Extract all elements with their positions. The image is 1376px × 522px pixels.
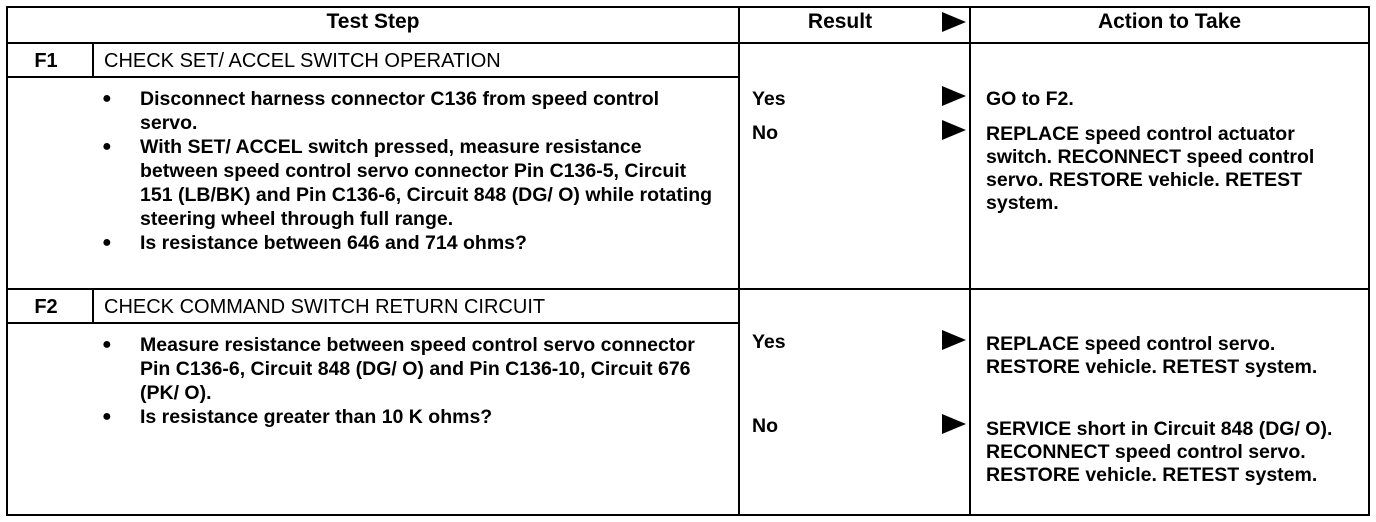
arrow-icon: [942, 414, 966, 434]
list-item: ● Is resistance between 646 and 714 ohms?: [100, 231, 720, 255]
list-item: ● Disconnect harness connector C136 from speed control servo.: [100, 87, 720, 135]
table-border-left: [6, 6, 8, 516]
divider-result-action: [969, 6, 971, 516]
action-f1-no: REPLACE speed control actuator switch. RECONNECT speed control servo. RESTORE vehicle. RETEST system.: [986, 123, 1315, 214]
table-border-bottom: [6, 514, 1370, 516]
step-id-f1: F1: [34, 50, 58, 72]
result-f1-yes: Yes: [752, 88, 786, 110]
step-title-f1: CHECK SET/ ACCEL SWITCH OPERATION: [104, 50, 501, 72]
divider-step-result: [738, 6, 740, 516]
step-f2-bullets: [100, 333, 720, 429]
action-f2-yes: REPLACE speed control servo. RESTORE vehicle. RETEST system.: [986, 333, 1318, 378]
list-item: ● With SET/ ACCEL switch pressed, measure resistance between speed control servo connector Pin C136-5, Circuit 151 (LB/BK) and Pin C136-6, Circuit 848 (DG/ O) while rotating steering wheel through full range.: [100, 135, 720, 231]
arrow-icon: [942, 330, 966, 350]
action-text: GO to: [986, 88, 1046, 110]
f1-title-rule: [6, 76, 740, 78]
step-title-f2: CHECK COMMAND SWITCH RETURN CIRCUIT: [104, 296, 546, 318]
action-f2-no: SERVICE short in Circuit 848 (DG/ O). RECONNECT speed control servo. RESTORE vehicle. RETEST system.: [986, 418, 1333, 486]
header-rule: [6, 42, 1370, 44]
arrow-icon: [942, 86, 966, 106]
header-test-step: Test Step: [326, 10, 420, 33]
header-arrow-icon: [942, 12, 966, 32]
list-item: ● Is resistance greater than 10 K ohms?: [100, 405, 720, 429]
divider-f2-id: [92, 288, 94, 322]
step-f1-bullets: [100, 87, 720, 255]
result-f1-no: No: [752, 122, 778, 144]
f2-title-rule: [6, 322, 740, 324]
table-border-right: [1368, 6, 1370, 516]
result-f2-yes: Yes: [752, 331, 786, 353]
arrow-icon: [942, 120, 966, 140]
result-f2-no: No: [752, 415, 778, 437]
header-action: Action to Take: [1097, 10, 1242, 33]
list-item: ● Measure resistance between speed control servo connector Pin C136-6, Circuit 848 (DG/ O) and Pin C136-10, Circuit 676 (PK/ O).: [100, 333, 720, 405]
divider-f1-id: [92, 42, 94, 76]
step-separator-rule: [6, 288, 1370, 290]
action-step-link: F2.: [1045, 88, 1074, 110]
action-f1-yes: [986, 88, 1366, 111]
step-id-f2: F2: [34, 296, 58, 318]
header-result: Result: [807, 10, 873, 33]
